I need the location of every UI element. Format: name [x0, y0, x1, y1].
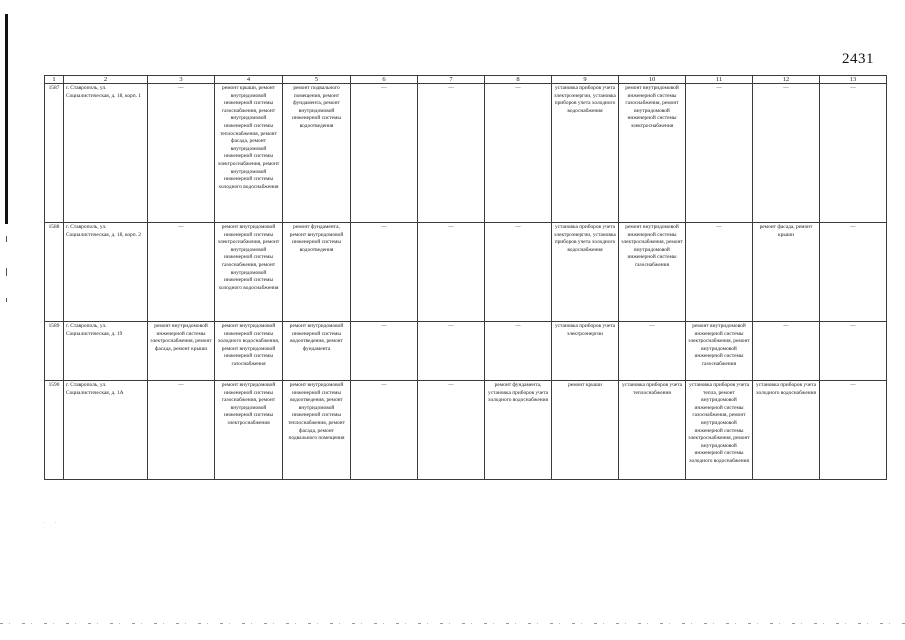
table-cell: —: [351, 84, 418, 223]
column-header: 6: [351, 76, 418, 84]
column-header: 2: [64, 76, 148, 84]
table-cell: ремонт внутридомовой инженерной системы газоснабжения, ремонт внутридомовой инженерной системы электроснабжения: [215, 381, 283, 480]
repair-schedule-table: [44, 75, 887, 480]
table-row: [45, 223, 887, 322]
table-cell: установка приборов учета холодного водоснабжения: [753, 381, 820, 480]
row-number: 1587: [45, 84, 64, 223]
table-cell: ремонт внутридомовой инженерной системы газоснабжения, ремонт внутридомовой инженерной системы электроснабжения: [619, 84, 686, 223]
scan-margin-tick: [6, 236, 7, 242]
table-cell: ремонт внутридомовой инженерной системы холодного водоснабжения, ремонт внутридомовой инженерной системы газоснабжения: [215, 322, 283, 381]
table-cell: ремонт внутридомовой инженерной системы электроснабжения, ремонт внутридомовой инженерной системы газоснабжения: [619, 223, 686, 322]
table-cell: —: [619, 322, 686, 381]
table-cell: —: [418, 223, 485, 322]
address-cell: г. Ставрополь, ул. Социалистическая, д. 18, корп. 2: [64, 223, 148, 322]
table-cell: —: [485, 322, 552, 381]
table-cell: —: [418, 84, 485, 223]
column-header: 8: [485, 76, 552, 84]
table-cell: ремонт фундамента, установка приборов учета холодного водоснабжения: [485, 381, 552, 480]
table-cell: —: [418, 322, 485, 381]
column-header: 10: [619, 76, 686, 84]
table-cell: —: [753, 84, 820, 223]
column-header: 4: [215, 76, 283, 84]
column-header: 7: [418, 76, 485, 84]
table-cell: —: [820, 381, 887, 480]
address-cell: г. Ставрополь, ул. Социалистическая, д. 18, корп. 1: [64, 84, 148, 223]
table-cell: —: [485, 84, 552, 223]
table-cell: установка приборов учета теплоснабжения: [619, 381, 686, 480]
table-cell: установка приборов учета электроэнергии, установка приборов учета холодного водоснабжения: [552, 84, 619, 223]
column-header: 12: [753, 76, 820, 84]
column-header: 1: [45, 76, 64, 84]
table-cell: —: [148, 381, 215, 480]
scan-speckle: · ·: [44, 521, 61, 526]
scan-margin-tick: [6, 268, 7, 276]
table-cell: —: [820, 84, 887, 223]
scan-noise-line: [0, 623, 905, 624]
table-cell: —: [351, 322, 418, 381]
column-header: 9: [552, 76, 619, 84]
table-row: [45, 84, 887, 223]
row-number: 1588: [45, 223, 64, 322]
address-cell: г. Ставрополь, ул. Социалистическая, д. 1А: [64, 381, 148, 480]
page-number: 2431: [842, 51, 874, 67]
address-cell: г. Ставрополь, ул. Социалистическая, д. 19: [64, 322, 148, 381]
table-cell: —: [485, 223, 552, 322]
row-number: 1590: [45, 381, 64, 480]
scan-margin-bar: [5, 14, 8, 224]
table-cell: ремонт внутридомовой инженерной системы электроснабжения, ремонт внутридомовой инженерной системы газоснабжения: [686, 322, 753, 381]
table-cell: установка приборов учета электроэнергии: [552, 322, 619, 381]
column-header: 3: [148, 76, 215, 84]
scan-margin-tick: [6, 298, 7, 302]
table-cell: ремонт внутридомовой инженерной системы электроснабжения, ремонт внутридомовой инженерной системы газоснабжения, ремонт внутридомовой инженерной системы холодного водоснабжения: [215, 223, 283, 322]
header-row: [45, 76, 887, 84]
column-header: 11: [686, 76, 753, 84]
row-number: 1589: [45, 322, 64, 381]
table-cell: —: [148, 84, 215, 223]
table-cell: —: [418, 381, 485, 480]
table-cell: —: [820, 322, 887, 381]
table-cell: —: [148, 223, 215, 322]
table-cell: установка приборов учета электроэнергии, установка приборов учета холодного водоснабжения: [552, 223, 619, 322]
table-cell: ремонт внутридомовой инженерной системы водоотведения, ремонт фундамента: [283, 322, 351, 381]
table-cell: ремонт внутридомовой инженерной системы водоотведения, ремонт внутридомовой инженерной системы теплоснабжения, ремонт фасада, ремонт подвального помещения: [283, 381, 351, 480]
table-cell: —: [753, 322, 820, 381]
table-cell: ремонт фасада, ремонт крыши: [753, 223, 820, 322]
table-cell: установка приборов учета тепла, ремонт внутридомовой инженерной системы газоснабжения, ремонт внутридомовой инженерной системы электроснабжения, ремонт внутридомовой инженерной системы холодного водоснабжения: [686, 381, 753, 480]
table-cell: ремонт фундамента, ремонт внутридомовой инженерной системы водоотведения: [283, 223, 351, 322]
table-cell: —: [351, 381, 418, 480]
table-row: [45, 381, 887, 480]
table-cell: —: [820, 223, 887, 322]
table-cell: —: [686, 223, 753, 322]
column-header: 13: [820, 76, 887, 84]
table-cell: —: [351, 223, 418, 322]
table-cell: ремонт крыши: [552, 381, 619, 480]
column-header: 5: [283, 76, 351, 84]
table-cell: ремонт подвального помещения, ремонт фундамента, ремонт внутридомовой инженерной системы водоотведения: [283, 84, 351, 223]
table-cell: ремонт крыши, ремонт внутридомовой инженерной системы газоснабжения, ремонт внутридомовой инженерной системы теплоснабжения, ремонт фасада, ремонт внутридомовой инженерной системы электроснабжения, ремонт внутридомовой инженерной системы холодного водоснабжения: [215, 84, 283, 223]
table-cell: ремонт внутридомовой инженерной системы электроснабжения, ремонт фасада, ремонт крыши: [148, 322, 215, 381]
table-row: [45, 322, 887, 381]
table-cell: —: [686, 84, 753, 223]
